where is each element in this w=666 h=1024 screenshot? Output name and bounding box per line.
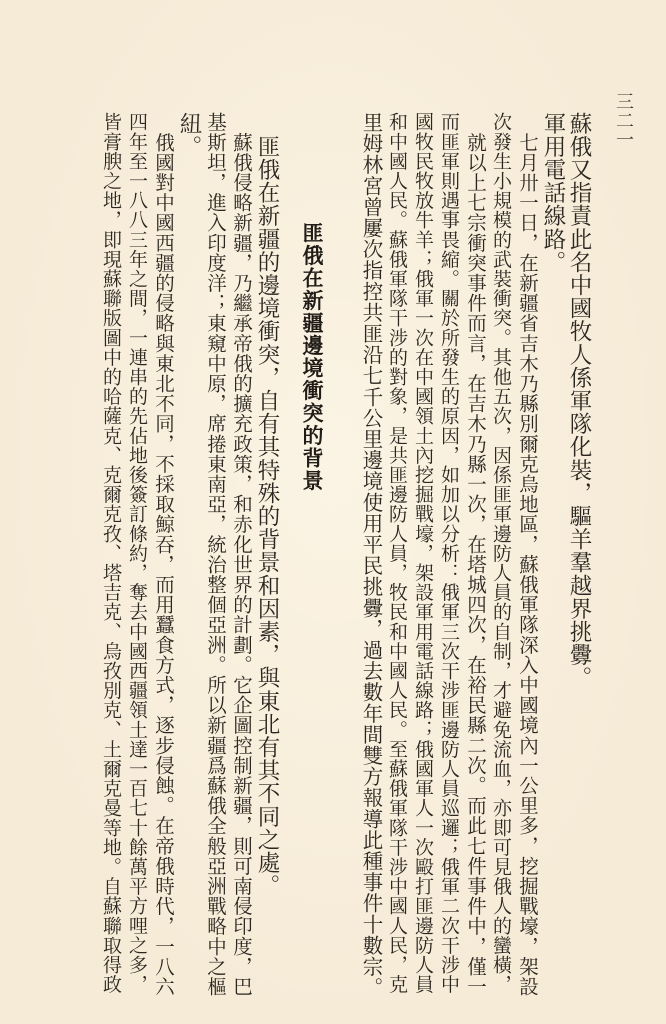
text-line-10: 匪俄在新疆的邊境衝突，自有其特殊的背景和因素，與東北有其不同之處。 (254, 112, 280, 898)
text-line-7: 國牧民牧放牛羊；俄軍一次在中國領土內挖掘戰壕，架設軍用電話線路；俄國軍人一次毆打匪邊防人員 (412, 112, 434, 994)
text-line-9: 里姆林宮曾屢次指控共匪沿七千公里邊境使用平民挑釁，過去數年間雙方報導此種事件十數宗。 (359, 112, 383, 999)
section-heading: 匪俄在新疆邊境衝突的背景 (300, 222, 324, 492)
text-line-14: 俄國對中國西疆的侵略與東北不同，不採取鯨吞，而用蠶食方式，逐步侵蝕。在帝俄時代，一八六 (152, 112, 175, 997)
text-line-5: 就以上七宗衝突事件而言，在吉木乃縣一次，在塔城四次，在裕民縣二次。而此七件事件中，僅一 (464, 112, 487, 997)
text-line-4: 次發生小規模的武裝衝突。其他五次，因係匪軍邊防人員的自制，才避免流血，亦即可見俄人的蠻橫， (490, 112, 512, 994)
text-line-16: 皆膏腴之地，即現蘇聯版圖中的哈薩克、克爾克孜、塔吉克、烏孜別克、土爾克曼等地。自蘇聯取得政 (100, 112, 122, 994)
text-line-8: 和中國人民。蘇俄軍隊干涉的對象，是共匪邊防人員，牧民和中國人民。至蘇俄軍隊干涉中國人民，克 (386, 112, 408, 994)
text-line-3: 七月卅一日，在新疆省吉木乃縣別爾克烏地區，蘇俄軍隊深入中國境內一公里多，挖掘戰壕，架設 (516, 112, 539, 997)
text-line-11: 蘇俄侵略新疆，乃繼承帝俄的擴充政策，和赤化世界的計劃。它企圖控制新疆，則可南侵印度，巴 (230, 112, 253, 997)
text-line-6: 而匪軍則遇事畏縮。關於所發生的原因，如加以分析：俄軍三次干涉匪邊防人員巡邏；俄軍二次干涉中 (438, 112, 460, 994)
text-line-15: 四年至一八八三年之間，一連串的先佔地後簽訂條約，奪去中國西疆領土達一百七十餘萬平方哩之多， (126, 112, 148, 994)
text-line-2: 軍用電話線路。 (540, 112, 566, 274)
text-line-12: 基斯坦，進入印度洋；東窺中原，席捲東南亞，統治整個亞洲。所以新疆爲蘇俄全般亞洲戰略中之樞 (204, 112, 227, 997)
text-line-1: 蘇俄又指責此名中國牧人係軍隊化裝，驅羊羣越界挑釁。 (566, 112, 592, 690)
text-line-13: 紐。 (176, 112, 202, 159)
page-number: 三二一 (613, 92, 634, 149)
